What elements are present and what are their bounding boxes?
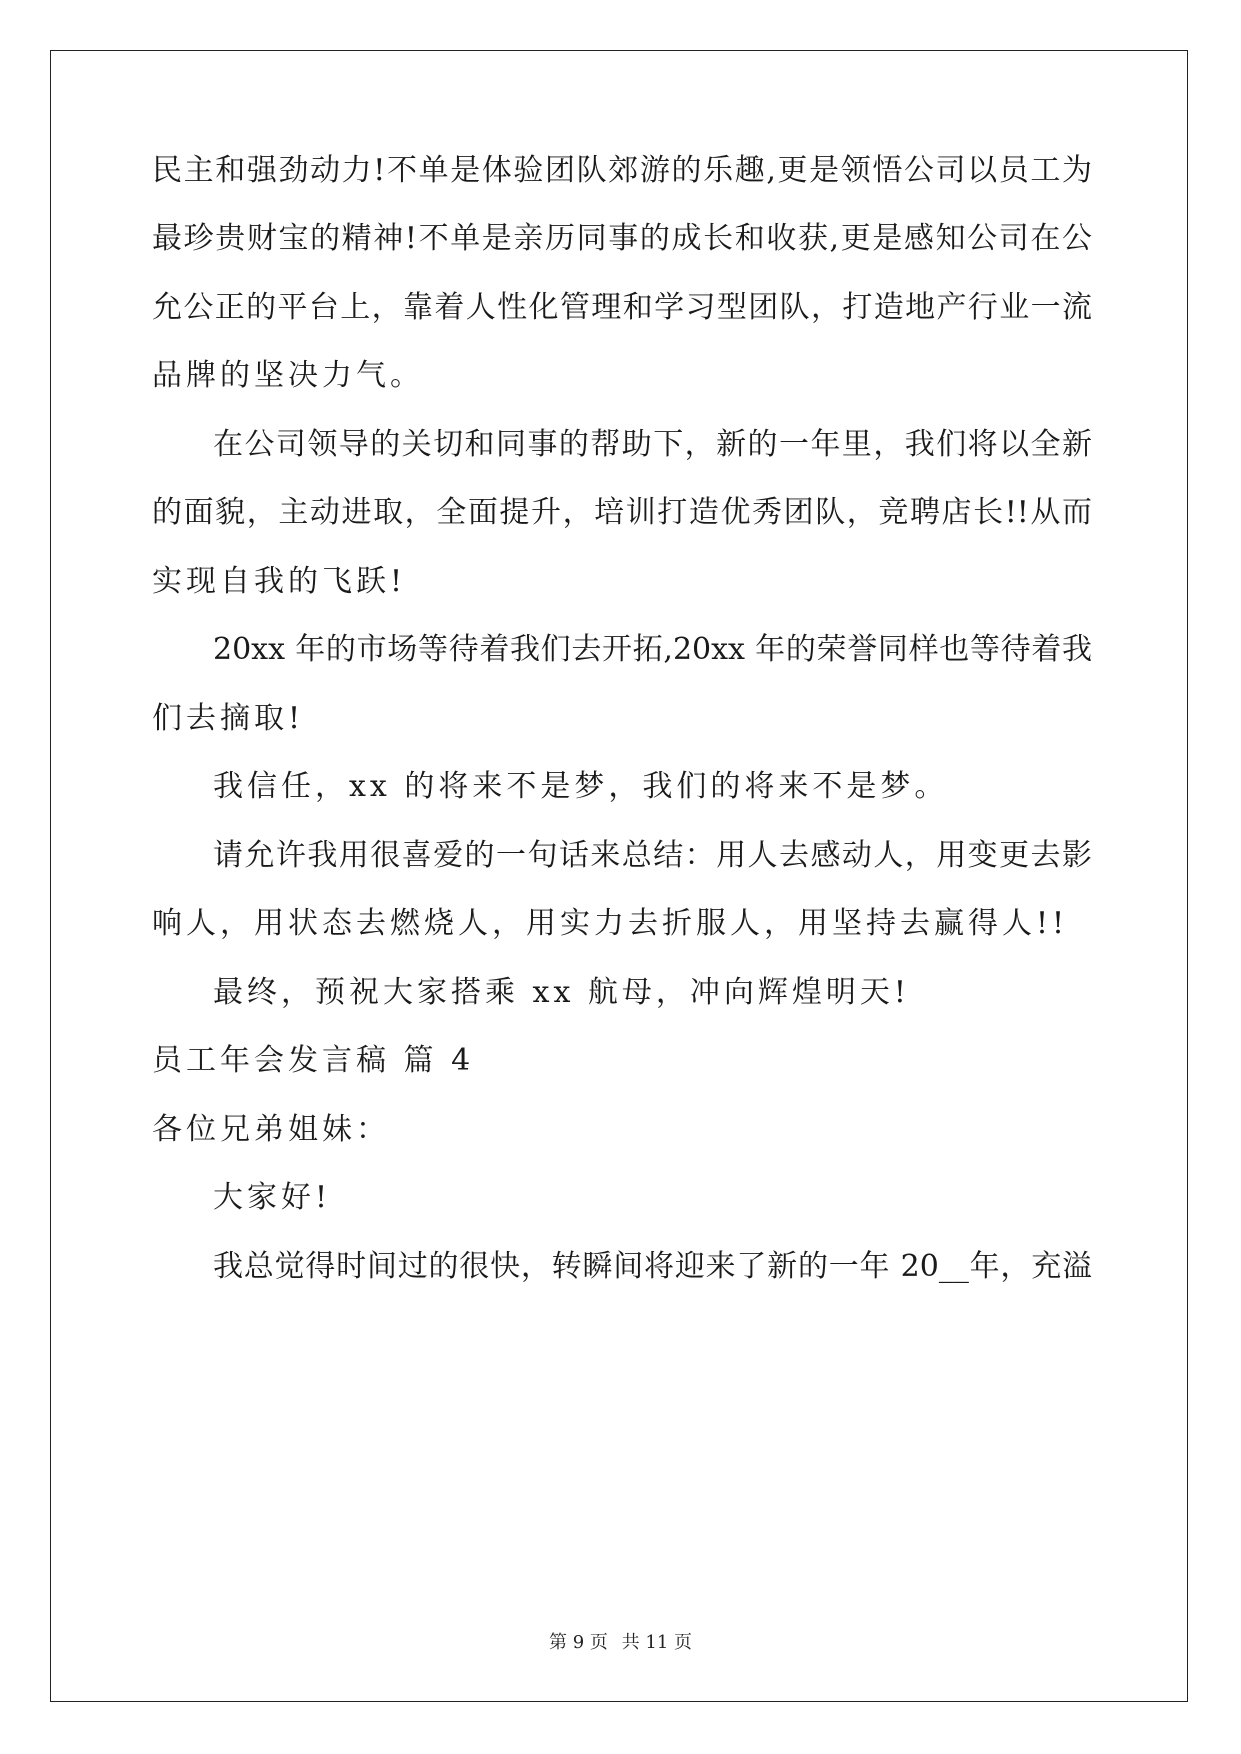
paragraph-line: 们去摘取! — [152, 701, 305, 736]
paragraph-line: 我总觉得时间过的很快，转瞬间将迎来了新的一年 20__年，充溢 — [213, 1249, 1092, 1284]
paragraph-line: 民主和强劲动力!不单是体验团队郊游的乐趣,更是领悟公司以员工为 — [152, 153, 1092, 188]
paragraph-line: 最珍贵财宝的精神!不单是亲历同事的成长和收获,更是感知公司在公 — [152, 221, 1092, 256]
paragraph-line: 最终，预祝大家搭乘 xx 航母，冲向辉煌明天! — [213, 975, 910, 1010]
paragraph-line: 允公正的平台上，靠着人性化管理和学习型团队，打造地产行业一流 — [152, 290, 1092, 325]
paragraph-line: 在公司领导的关切和同事的帮助下，新的一年里，我们将以全新 — [213, 427, 1092, 462]
section-heading: 员工年会发言稿 篇 4 — [152, 1043, 475, 1078]
page-number: 第 9 页 — [549, 1632, 608, 1653]
greeting: 大家好! — [213, 1180, 332, 1215]
page-total: 共 11 页 — [621, 1632, 692, 1653]
paragraph-line: 我信任，xx 的将来不是梦，我们的将来不是梦。 — [213, 769, 949, 804]
paragraph-line: 品牌的坚决力气。 — [152, 358, 424, 393]
salutation: 各位兄弟姐妹： — [152, 1112, 390, 1147]
paragraph-line: 实现自我的飞跃! — [152, 564, 407, 599]
paragraph-line: 的面貌，主动进取，全面提升，培训打造优秀团队，竞聘店长!!从而 — [152, 495, 1092, 530]
paragraph-line: 响人，用状态去燃烧人，用实力去折服人，用坚持去赢得人!! — [152, 906, 1069, 941]
paragraph-line: 20xx 年的市场等待着我们去开拓,20xx 年的荣誉同样也等待着我 — [213, 632, 1092, 667]
page-footer — [0, 1628, 1241, 1654]
paragraph-line: 请允许我用很喜爱的一句话来总结：用人去感动人，用变更去影 — [213, 838, 1092, 873]
